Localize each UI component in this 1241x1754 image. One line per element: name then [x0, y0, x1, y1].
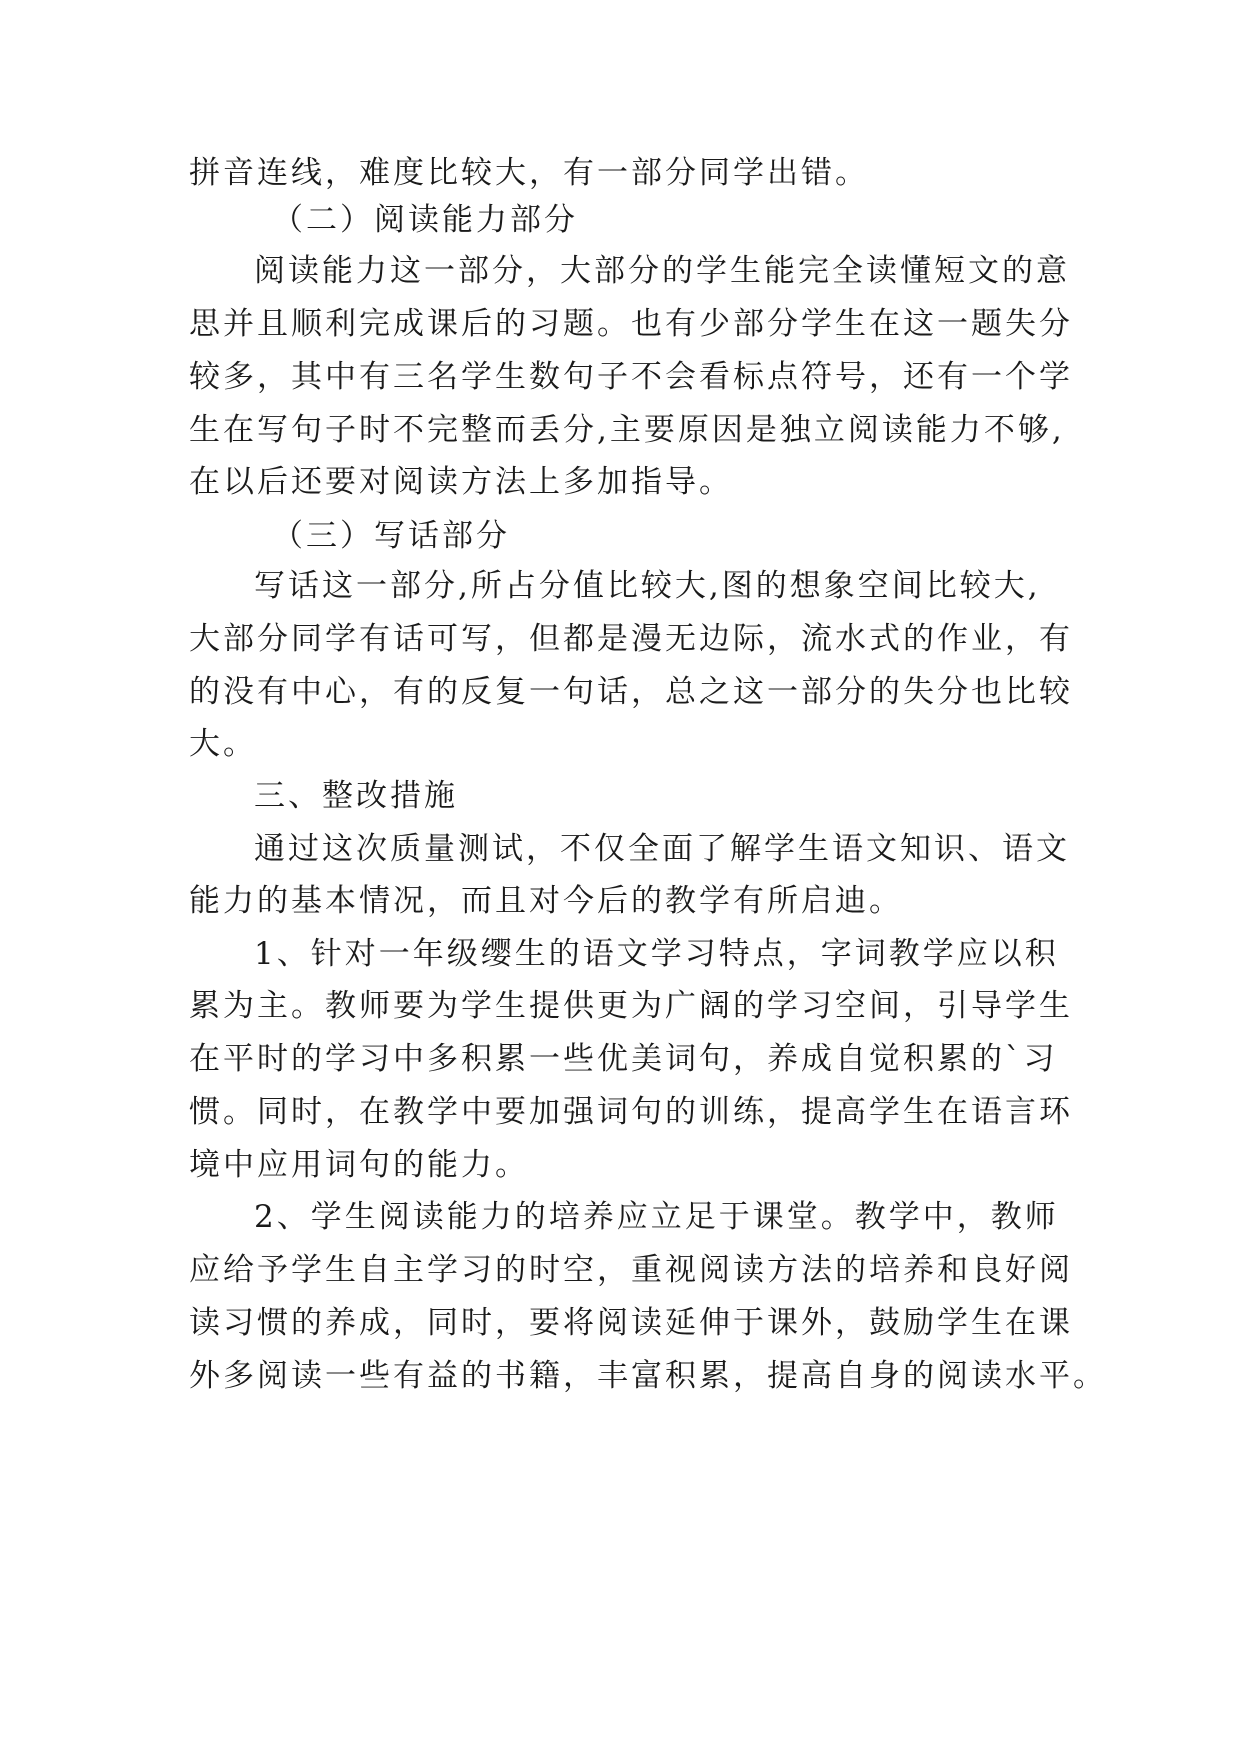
paragraph-line: 写话这一部分,所占分值比较大,图的想象空间比较大,: [254, 568, 1041, 604]
paragraph-line: 2、学生阅读能力的培养应立足于课堂。教学中，教师: [254, 1199, 1059, 1235]
paragraph-line: 累为主。教师要为学生提供更为广阔的学习空间，引导学生: [189, 988, 1073, 1024]
paragraph-line: 在以后还要对阅读方法上多加指导。: [189, 464, 733, 500]
paragraph-line: 阅读能力这一部分，大部分的学生能完全读懂短文的意: [254, 253, 1070, 289]
paragraph-line: 思并且顺利完成课后的习题。也有少部分学生在这一题失分: [189, 306, 1073, 342]
paragraph-line: 读习惯的养成，同时，要将阅读延伸于课外，鼓励学生在课: [189, 1305, 1073, 1341]
section-heading-writing: （三）写话部分: [272, 518, 510, 554]
section-heading-reading: （二）阅读能力部分: [272, 202, 578, 238]
paragraph-line: 较多，其中有三名学生数句子不会看标点符号，还有一个学: [189, 359, 1073, 395]
paragraph-line: 在平时的学习中多积累一些优美词句，养成自觉积累的`习: [189, 1041, 1058, 1077]
paragraph-line: 应给予学生自主学习的时空，重视阅读方法的培养和良好阅: [189, 1252, 1073, 1288]
paragraph-line: 外多阅读一些有益的书籍，丰富积累，提高自身的阅读水平。: [189, 1358, 1107, 1394]
paragraph-line: 境中应用词句的能力。: [189, 1147, 529, 1183]
paragraph-line: 生在写句子时不完整而丢分,主要原因是独立阅读能力不够,: [189, 412, 1065, 448]
paragraph-line: 惯。同时，在教学中要加强词句的训练，提高学生在语言环: [189, 1094, 1073, 1130]
paragraph-line: 大部分同学有话可写，但都是漫无边际，流水式的作业，有: [189, 621, 1073, 657]
paragraph-line: 大。: [189, 726, 257, 762]
section-heading-measures: 三、整改措施: [254, 778, 458, 814]
paragraph-line: 通过这次质量测试，不仅全面了解学生语文知识、语文: [254, 831, 1070, 867]
paragraph-line: 能力的基本情况，而且对今后的教学有所启迪。: [189, 883, 903, 919]
paragraph-line: 的没有中心，有的反复一句话，总之这一部分的失分也比较: [189, 674, 1073, 710]
paragraph-line: 拼音连线，难度比较大，有一部分同学出错。: [189, 155, 869, 191]
paragraph-line: 1、针对一年级缨生的语文学习特点，字词教学应以积: [254, 936, 1059, 972]
